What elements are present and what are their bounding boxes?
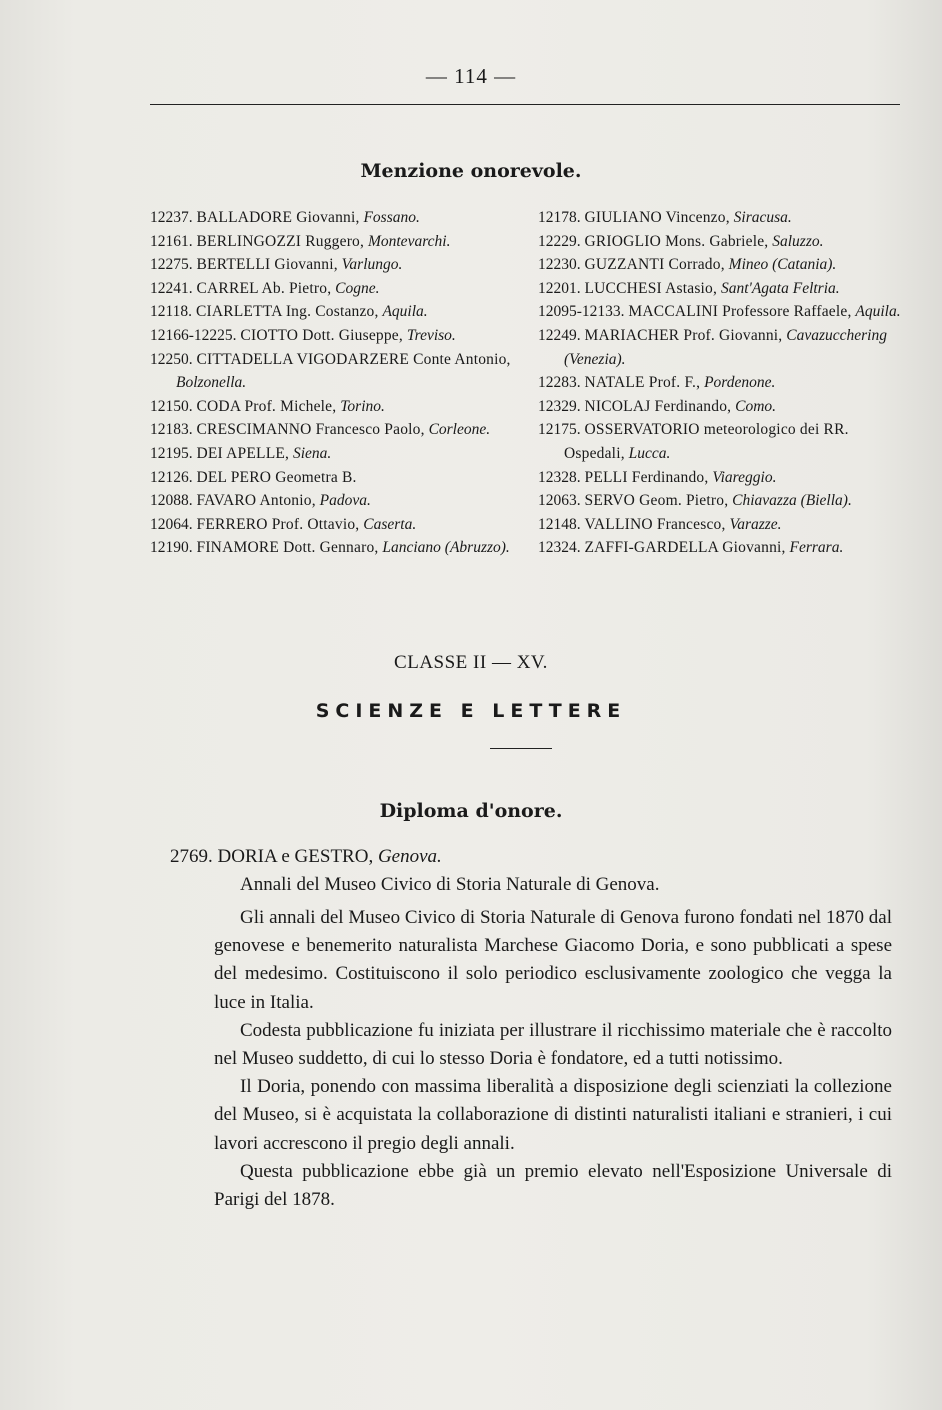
entry-description <box>214 904 892 1214</box>
entry-number: 12237. <box>150 209 193 226</box>
list-item <box>150 300 520 324</box>
list-item <box>538 230 903 254</box>
entry-number: 12166-12225. <box>150 326 237 344</box>
entry-name: GRIOGLIO Mons. Gabriele, <box>584 232 769 250</box>
entry-name: LUCCHESI Astasio, <box>584 279 718 297</box>
entry-number: 12088. <box>150 492 193 510</box>
entry-place: Torino. <box>340 397 385 415</box>
entry-name: BERLINGOZZI Ruggero, <box>196 232 365 250</box>
entry-place: Aquila. <box>855 303 901 321</box>
list-item <box>538 253 903 277</box>
classe-heading: CLASSE II — XV. <box>394 652 548 673</box>
list-item <box>538 536 903 560</box>
entry-name: MARIACHER Prof. Giovanni, <box>584 326 783 344</box>
list-item <box>150 395 520 419</box>
list-item <box>150 489 520 513</box>
entry-number: 12283. <box>538 374 581 392</box>
entry-name: VALLINO Francesco, <box>584 515 726 533</box>
paragraph: Codesta pubblicazione fu iniziata per illustrare il ricchissimo materiale che è raccolto nel Museo suddetto, di cui lo stesso Doria è fondatore, ed a tutti notissimo. <box>214 1019 892 1070</box>
list-item <box>150 442 520 466</box>
entry-number: 12183. <box>150 421 193 439</box>
entry-place: Viareggio. <box>712 468 777 486</box>
entry-number: 12178. <box>538 209 581 226</box>
entry-name: GUZZANTI Corrado, <box>584 256 725 274</box>
entry-number: 12275. <box>150 256 193 274</box>
list-item <box>150 418 520 442</box>
diploma-heading: Diploma d'onore. <box>379 800 563 822</box>
menzione-left-column <box>150 206 520 560</box>
section-divider <box>490 748 552 749</box>
entry-name: FAVARO Antonio, <box>196 492 316 510</box>
list-item <box>150 536 520 560</box>
entry-place: Treviso. <box>406 326 456 344</box>
entry-number: 12329. <box>538 397 581 415</box>
entry-place: Mineo (Catania). <box>728 256 837 274</box>
entry-number: 12064. <box>150 515 193 533</box>
entry-place: Cogne. <box>335 279 380 297</box>
entry-place: Varazze. <box>729 515 782 533</box>
entry-place: Saluzzo. <box>772 232 824 250</box>
entry-name: SERVO Geom. Pietro, <box>584 492 729 510</box>
paragraph: Gli annali del Museo Civico di Storia Naturale di Genova furono fondati nel 1870 dal genovese e benemerito naturalista Marchese Giacomo Doria, e sono pubblicati a spese del medesimo. Costituiscono il solo periodico esclusivamente zoologico che vegga la luce in Italia. <box>214 907 892 1013</box>
entry-name: ZAFFI-GARDELLA Giovanni, <box>584 539 786 557</box>
entry-subtitle: Annali del Museo Civico di Storia Naturale di Genova. <box>240 874 660 895</box>
entry-place: Bolzonella. <box>176 374 247 392</box>
entry-number: 12195. <box>150 444 193 462</box>
entry-place: Chiavazza (Biella). <box>732 492 852 510</box>
list-item <box>150 348 520 395</box>
entry-number: 12118. <box>150 303 193 321</box>
entry-name: BALLADORE Giovanni, <box>196 209 360 226</box>
entry-number: 12063. <box>538 492 581 510</box>
paragraph: Questa pubblicazione ebbe già un premio elevato nell'Esposizione Universale di Parigi del 1878. <box>214 1160 892 1211</box>
entry-name: DORIA e GESTRO, <box>217 846 374 867</box>
entry-name: OSSERVATORIO meteorologico dei RR. Ospedali, <box>564 421 849 462</box>
entry-number: 12148. <box>538 515 581 533</box>
entry-name: FERRERO Prof. Ottavio, <box>196 515 360 533</box>
list-item <box>538 395 903 419</box>
entry-name: NATALE Prof. F., <box>584 374 701 392</box>
menzione-heading: Menzione onorevole. <box>360 160 582 182</box>
list-item <box>150 324 520 348</box>
entry-number: 12201. <box>538 279 581 297</box>
entry-number: 12250. <box>150 350 193 368</box>
entry-place: Siena. <box>292 444 332 462</box>
entry-number: 12175. <box>538 421 581 439</box>
entry-place: Sant'Agata Feltria. <box>720 279 840 297</box>
list-item <box>538 324 903 371</box>
list-item <box>150 230 520 254</box>
entry-name: DEI APELLE, <box>196 444 290 462</box>
entry-number: 12190. <box>150 539 193 557</box>
entry-place: Aquila. <box>382 303 428 321</box>
list-item <box>150 466 520 490</box>
entry-place: Cavazucchering (Venezia). <box>564 326 887 368</box>
entry-name: CITTADELLA VIGODARZERE Conte Antonio, <box>196 350 511 368</box>
entry-number: 12229. <box>538 232 581 250</box>
list-item <box>538 466 903 490</box>
entry-place: Ferrara. <box>789 539 844 557</box>
list-item <box>150 253 520 277</box>
list-item <box>538 513 903 537</box>
entry-place: Pordenone. <box>704 374 776 392</box>
entry-place: Lanciano (Abruzzo). <box>382 539 510 557</box>
menzione-right-column <box>538 206 903 560</box>
diploma-entry <box>170 846 442 868</box>
entry-name: BERTELLI Giovanni, <box>196 256 338 274</box>
entry-place: Genova. <box>377 846 442 867</box>
entry-place: Montevarchi. <box>367 232 451 250</box>
entry-name: FINAMORE Dott. Gennaro, <box>196 539 379 557</box>
list-item <box>538 206 903 230</box>
entry-number: 12324. <box>538 539 581 557</box>
entry-number: 12095-12133. <box>538 303 625 321</box>
page-number: — 114 — <box>425 64 517 88</box>
header-rule <box>150 104 900 105</box>
entry-name: CODA Prof. Michele, <box>196 397 337 415</box>
entry-name: CRESCIMANNO Francesco Paolo, <box>196 421 425 439</box>
entry-place: Corleone. <box>428 421 491 439</box>
list-item <box>150 206 520 230</box>
entry-place: Caserta. <box>363 515 417 533</box>
list-item <box>538 418 903 465</box>
list-item <box>538 277 903 301</box>
list-item <box>538 489 903 513</box>
entry-place: Padova. <box>319 492 371 510</box>
entry-number: 12328. <box>538 468 581 486</box>
entry-number: 12230. <box>538 256 581 274</box>
entry-name: NICOLAJ Ferdinando, <box>584 397 732 415</box>
list-item <box>538 300 903 324</box>
entry-number: 12161. <box>150 232 193 250</box>
entry-place: Como. <box>735 397 777 415</box>
entry-name: MACCALINI Professore Raffaele, <box>628 303 852 321</box>
entry-name: DEL PERO Geometra B. <box>196 468 357 486</box>
entry-number: 12249. <box>538 326 581 344</box>
entry-number: 12241. <box>150 279 193 297</box>
list-item <box>538 371 903 395</box>
list-item <box>150 277 520 301</box>
scienze-heading: SCIENZE E LETTERE <box>315 700 627 722</box>
entry-place: Lucca. <box>628 444 671 462</box>
list-item <box>150 513 520 537</box>
entry-name: CARREL Ab. Pietro, <box>196 279 332 297</box>
entry-place: Varlungo. <box>341 256 403 274</box>
paragraph: Il Doria, ponendo con massima liberalità a disposizione degli scienziati la collezione del Museo, si è acquistata la collaborazione di distinti naturalisti italiani e stranieri, i cui lavori accrescono il pregio degli annali. <box>214 1076 892 1154</box>
entry-name: PELLI Ferdinando, <box>584 468 709 486</box>
entry-number: 12126. <box>150 468 193 486</box>
entry-name: GIULIANO Vincenzo, <box>584 209 730 226</box>
entry-place: Fossano. <box>363 209 420 226</box>
entry-number: 2769. <box>170 846 213 867</box>
entry-place: Siracusa. <box>733 209 792 226</box>
entry-name: CIOTTO Dott. Giuseppe, <box>240 326 403 344</box>
entry-name: CIARLETTA Ing. Costanzo, <box>195 303 379 321</box>
entry-number: 12150. <box>150 397 193 415</box>
